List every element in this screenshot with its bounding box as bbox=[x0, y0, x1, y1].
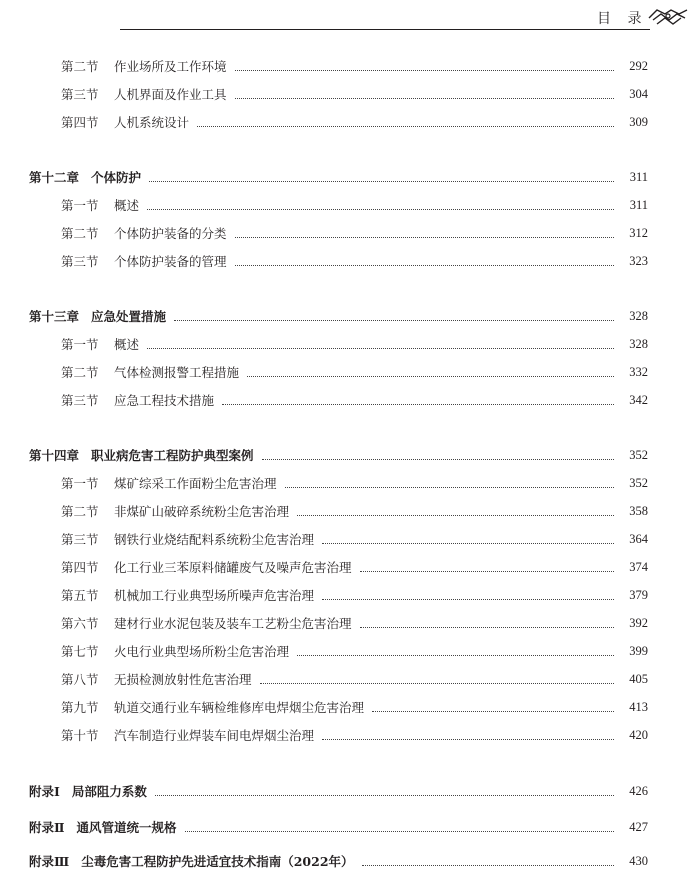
leader-dots bbox=[222, 404, 614, 405]
section-title: 机械加工行业典型场所噪声危害治理 bbox=[114, 588, 315, 603]
leader-dots bbox=[260, 683, 614, 684]
section-title: 个体防护装备的分类 bbox=[114, 226, 227, 241]
section-number: 第二节 bbox=[61, 504, 99, 519]
page-number: 358 bbox=[629, 503, 648, 518]
section-title: 汽车制造行业焊装车间电焊烟尘治理 bbox=[114, 728, 315, 743]
leader-dots bbox=[155, 795, 614, 796]
section-number: 第七节 bbox=[61, 644, 99, 659]
header-rule bbox=[120, 29, 650, 30]
page-number: 399 bbox=[629, 643, 648, 658]
page-number: 374 bbox=[629, 559, 648, 574]
leader-dots bbox=[297, 515, 614, 516]
leader-dots bbox=[147, 348, 614, 349]
section-title: 轨道交通行业车辆检维修库电焊烟尘危害治理 bbox=[114, 700, 365, 715]
page-number: 427 bbox=[629, 819, 648, 834]
toc-section-row[interactable] bbox=[0, 222, 700, 244]
section-number: 第三节 bbox=[61, 254, 99, 269]
leader-dots bbox=[247, 376, 614, 377]
section-number: 第三节 bbox=[61, 393, 99, 408]
section-title: 概述 bbox=[114, 198, 140, 213]
chapter-number: 第十三章 bbox=[29, 309, 80, 324]
page-number: 312 bbox=[629, 225, 648, 240]
page-number: 379 bbox=[629, 587, 648, 602]
toc-section-row[interactable] bbox=[0, 528, 700, 550]
page-number: 413 bbox=[629, 699, 648, 714]
appendix-title: 通风管道统一规格 bbox=[76, 820, 177, 835]
section-title: 作业场所及工作环境 bbox=[114, 59, 227, 74]
toc-appendix-row[interactable] bbox=[0, 850, 700, 872]
toc-section-row[interactable] bbox=[0, 194, 700, 216]
toc-section-row[interactable] bbox=[0, 500, 700, 522]
section-number: 第二节 bbox=[61, 59, 99, 74]
section-title: 钢铁行业烧结配料系统粉尘危害治理 bbox=[114, 532, 315, 547]
leader-dots bbox=[197, 126, 614, 127]
toc-section-row[interactable] bbox=[0, 724, 700, 746]
leader-dots bbox=[322, 739, 614, 740]
toc-section-row[interactable] bbox=[0, 472, 700, 494]
page-number: 420 bbox=[629, 727, 648, 742]
leader-dots bbox=[360, 571, 614, 572]
leader-dots bbox=[372, 711, 614, 712]
toc-section-row[interactable] bbox=[0, 55, 700, 77]
toc-section-row[interactable] bbox=[0, 668, 700, 690]
section-number: 第六节 bbox=[61, 616, 99, 631]
leader-dots bbox=[185, 831, 614, 832]
section-number: 第二节 bbox=[61, 226, 99, 241]
appendix-number: 附录Ⅲ bbox=[29, 854, 70, 869]
section-title: 概述 bbox=[114, 337, 140, 352]
leader-dots bbox=[235, 265, 614, 266]
page-number: 311 bbox=[629, 197, 648, 212]
section-title: 化工行业三苯原料储罐废气及噪声危害治理 bbox=[114, 560, 352, 575]
toc-section-row[interactable] bbox=[0, 333, 700, 355]
chapter-title: 个体防护 bbox=[91, 170, 142, 185]
appendix-number: 附录Ⅰ bbox=[29, 784, 60, 799]
leader-dots bbox=[297, 655, 614, 656]
leader-dots bbox=[235, 237, 614, 238]
leader-dots bbox=[174, 320, 614, 321]
section-title: 应急工程技术措施 bbox=[114, 393, 215, 408]
page-number: 392 bbox=[629, 615, 648, 630]
section-title: 气体检测报警工程措施 bbox=[114, 365, 240, 380]
page-number: 426 bbox=[629, 783, 648, 798]
toc-section-row[interactable] bbox=[0, 250, 700, 272]
section-number: 第三节 bbox=[61, 87, 99, 102]
handshake-icon bbox=[647, 4, 689, 28]
leader-dots bbox=[235, 70, 614, 71]
page-number: 430 bbox=[629, 853, 648, 868]
leader-dots bbox=[149, 181, 614, 182]
leader-dots bbox=[285, 487, 614, 488]
section-number: 第三节 bbox=[61, 532, 99, 547]
chapter-title: 应急处置措施 bbox=[91, 309, 167, 324]
appendix-title: 尘毒危害工程防护先进适宜技术指南（2022年） bbox=[81, 854, 354, 869]
chapter-title: 职业病危害工程防护典型案例 bbox=[91, 448, 254, 463]
page-number: 328 bbox=[629, 336, 648, 351]
section-title: 人机系统设计 bbox=[114, 115, 190, 130]
leader-dots bbox=[322, 599, 614, 600]
leader-dots bbox=[147, 209, 614, 210]
section-title: 非煤矿山破碎系统粉尘危害治理 bbox=[114, 504, 290, 519]
toc-section-row[interactable] bbox=[0, 556, 700, 578]
section-number: 第二节 bbox=[61, 365, 99, 380]
toc-section-row[interactable] bbox=[0, 584, 700, 606]
appendix-number: 附录Ⅱ bbox=[29, 820, 65, 835]
section-title: 煤矿综采工作面粉尘危害治理 bbox=[114, 476, 277, 491]
appendix-title: 局部阻力系数 bbox=[71, 784, 147, 799]
section-title: 个体防护装备的管理 bbox=[114, 254, 227, 269]
page-number: 304 bbox=[629, 86, 648, 101]
toc-section-row[interactable] bbox=[0, 361, 700, 383]
section-number: 第八节 bbox=[61, 672, 99, 687]
page-number: 342 bbox=[629, 392, 648, 407]
chapter-number: 第十二章 bbox=[29, 170, 80, 185]
page-number: 405 bbox=[629, 671, 648, 686]
section-number: 第四节 bbox=[61, 115, 99, 130]
page-number: 292 bbox=[629, 58, 648, 73]
toc-section-row[interactable] bbox=[0, 612, 700, 634]
section-number: 第四节 bbox=[61, 560, 99, 575]
header-title: 目 录 bbox=[597, 11, 648, 27]
page-number: 364 bbox=[629, 531, 648, 546]
section-number: 第一节 bbox=[61, 198, 99, 213]
toc-section-row[interactable] bbox=[0, 389, 700, 411]
section-title: 火电行业典型场所粉尘危害治理 bbox=[114, 644, 290, 659]
section-number: 第一节 bbox=[61, 476, 99, 491]
section-number: 第九节 bbox=[61, 700, 99, 715]
leader-dots bbox=[360, 627, 614, 628]
toc-section-row[interactable] bbox=[0, 696, 700, 718]
toc-appendix-row[interactable] bbox=[0, 780, 700, 802]
section-number: 第一节 bbox=[61, 337, 99, 352]
section-title: 人机界面及作业工具 bbox=[114, 87, 227, 102]
page-number: 352 bbox=[629, 475, 648, 490]
toc-section-row[interactable] bbox=[0, 111, 700, 133]
section-title: 无损检测放射性危害治理 bbox=[114, 672, 252, 687]
chapter-number: 第十四章 bbox=[29, 448, 80, 463]
page-number: 352 bbox=[629, 447, 648, 462]
toc-section-row[interactable] bbox=[0, 640, 700, 662]
leader-dots bbox=[235, 98, 614, 99]
page-number: 323 bbox=[629, 253, 648, 268]
leader-dots bbox=[362, 865, 614, 866]
section-number: 第五节 bbox=[61, 588, 99, 603]
page-number: 332 bbox=[629, 364, 648, 379]
page-number: 309 bbox=[629, 114, 648, 129]
leader-dots bbox=[262, 459, 614, 460]
toc-chapter-row[interactable] bbox=[0, 166, 700, 188]
section-number: 第十节 bbox=[61, 728, 99, 743]
toc-section-row[interactable] bbox=[0, 83, 700, 105]
page-number: 311 bbox=[629, 169, 648, 184]
section-title: 建材行业水泥包装及装车工艺粉尘危害治理 bbox=[114, 616, 352, 631]
toc-chapter-row[interactable] bbox=[0, 444, 700, 466]
leader-dots bbox=[322, 543, 614, 544]
page-number: 328 bbox=[629, 308, 648, 323]
toc-appendix-row[interactable] bbox=[0, 816, 700, 838]
toc-chapter-row[interactable] bbox=[0, 305, 700, 327]
